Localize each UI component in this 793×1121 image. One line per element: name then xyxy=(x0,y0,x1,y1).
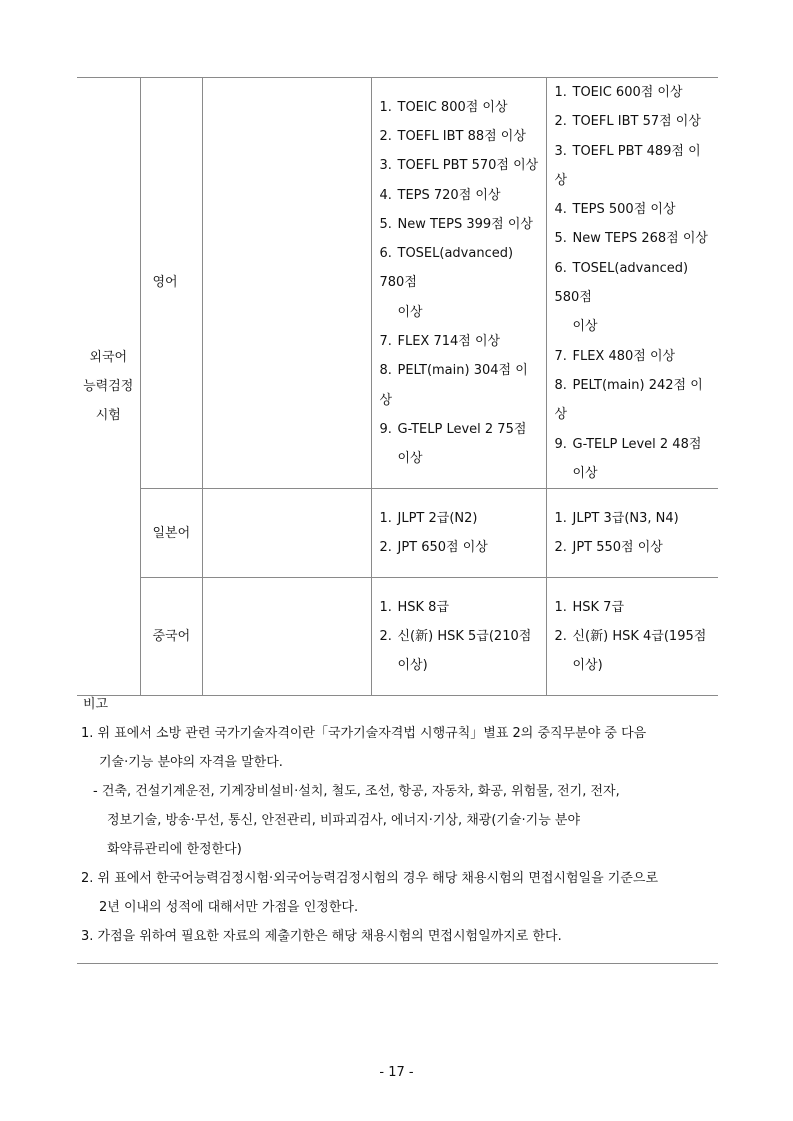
list-item-number: 9. xyxy=(379,421,392,437)
qualification-table xyxy=(77,77,718,696)
group-label-line: 능력검정 xyxy=(83,378,134,394)
group-cell xyxy=(77,78,140,696)
list-item xyxy=(555,430,713,459)
list-item-number: 1. xyxy=(379,510,392,526)
list-item-text: 신(新) HSK 5급(210점 xyxy=(397,629,532,644)
list-item-text: TOSEL(advanced) 580점 xyxy=(554,260,689,306)
language-cell xyxy=(140,489,202,578)
list-item-number: 1. xyxy=(554,510,567,526)
remarks-title: 비고 xyxy=(83,697,109,712)
list-item-number: 1. xyxy=(554,599,567,615)
list-item xyxy=(380,181,540,210)
remark-item-1-dash-cont: 정보기술, 방송·무선, 통신, 안전관리, 비파괴검사, 에너지·기상, 채광(기술·기능 분야 xyxy=(107,813,581,828)
list-item-text: TOEFL IBT 57점 이상 xyxy=(572,114,701,130)
list-item-number: 7. xyxy=(379,334,392,350)
list-item xyxy=(555,622,713,651)
list-item-number: 1. xyxy=(379,99,392,115)
language-cell xyxy=(140,78,202,489)
list-item xyxy=(555,371,713,430)
list-item-number: 2. xyxy=(379,128,392,144)
list-item-number: 8. xyxy=(379,363,392,379)
remark-item-2-cont: 2년 이내의 성적에 대해서만 가점을 인정한다. xyxy=(99,900,359,915)
empty-cell xyxy=(202,489,371,578)
list-item-continuation: 이상 xyxy=(572,465,598,481)
criteria-cell-b xyxy=(546,489,718,578)
list-item-continuation: 이상 xyxy=(572,319,598,335)
group-label-line: 외국어 xyxy=(89,349,128,365)
group-label-line: 시험 xyxy=(95,408,121,424)
list-item xyxy=(555,342,713,371)
list-item-text: New TEPS 268점 이상 xyxy=(572,231,708,247)
list-item-text: FLEX 480점 이상 xyxy=(572,348,676,364)
list-item-number: 2. xyxy=(554,629,567,644)
list-item-number: 6. xyxy=(554,260,567,276)
list-item-number: 3. xyxy=(554,143,567,159)
list-item-text: JPT 650점 이상 xyxy=(397,540,488,556)
list-item-number: 6. xyxy=(379,246,392,262)
list-item xyxy=(380,504,540,533)
remark-item-3: 3. 가점을 위하여 필요한 자료의 제출기한은 해당 채용시험의 면접시험일까지로 한다. xyxy=(81,929,562,944)
language-cell xyxy=(140,578,202,696)
list-item-text: TEPS 500점 이상 xyxy=(572,202,676,218)
list-item xyxy=(555,137,713,196)
list-item-text: TOEIC 800점 이상 xyxy=(397,99,508,115)
list-item-text: TOEFL IBT 88점 이상 xyxy=(397,128,526,144)
list-item-text: PELT(main) 304점 이상 xyxy=(379,363,528,408)
list-item xyxy=(380,327,540,356)
criteria-cell-b xyxy=(546,78,718,489)
list-item-number: 7. xyxy=(554,348,567,364)
list-item-number: 4. xyxy=(554,202,567,218)
list-item-text: TOEFL PBT 489점 이상 xyxy=(554,143,701,188)
list-item xyxy=(380,622,540,651)
table-row-japanese xyxy=(77,489,718,578)
list-item-text: TEPS 720점 이상 xyxy=(397,187,501,203)
list-item xyxy=(555,593,713,622)
list-item-number: 1. xyxy=(554,85,567,100)
list-item-text: JLPT 3급(N3, N4) xyxy=(572,510,679,526)
list-item-number: 1. xyxy=(379,599,392,615)
language-label: 중국어 xyxy=(152,629,191,644)
list-item xyxy=(555,107,713,136)
remark-item-1-cont: 기술·기능 분야의 자격을 말한다. xyxy=(99,755,283,770)
list-item-number: 5. xyxy=(554,231,567,247)
list-item xyxy=(380,239,540,298)
list-item-number: 2. xyxy=(379,540,392,556)
list-item-number: 5. xyxy=(379,216,392,232)
list-item-text: FLEX 714점 이상 xyxy=(397,334,501,350)
list-item-continuation: 이상) xyxy=(572,658,603,674)
language-label: 일본어 xyxy=(152,525,191,541)
list-item-number: 2. xyxy=(379,629,392,644)
table-row-chinese xyxy=(77,578,718,696)
criteria-cell-a xyxy=(371,489,546,578)
criteria-cell-b xyxy=(546,578,718,696)
remark-item-1: 1. 위 표에서 소방 관련 국가기술자격이란「국가기술자격법 시행규칙」별표 2의 중직무분야 중 다음 xyxy=(81,726,647,741)
remark-item-1-dash-cont: 화약류관리에 한정한다) xyxy=(107,842,242,857)
list-item xyxy=(555,504,713,533)
list-item-text: 신(新) HSK 4급(195점 xyxy=(572,629,707,644)
list-item xyxy=(380,210,540,239)
list-item-number: 3. xyxy=(379,158,392,174)
empty-cell xyxy=(202,578,371,696)
list-item-continuation: 이상 xyxy=(397,304,423,320)
list-item xyxy=(380,533,540,562)
language-label: 영어 xyxy=(152,275,178,291)
list-item xyxy=(380,356,540,415)
list-item-text: G-TELP Level 2 48점 xyxy=(572,436,702,452)
list-item-text: PELT(main) 242점 이상 xyxy=(554,377,703,423)
list-item-text: HSK 7급 xyxy=(572,599,625,615)
list-item-number: 2. xyxy=(554,114,567,130)
list-item-text: TOSEL(advanced) 780점 xyxy=(379,246,514,291)
list-item xyxy=(555,78,713,107)
remarks-section xyxy=(77,690,718,964)
list-item-text: JPT 550점 이상 xyxy=(572,540,663,556)
list-item-continuation: 이상 xyxy=(397,451,423,467)
list-item xyxy=(555,254,713,313)
criteria-cell-a xyxy=(371,578,546,696)
list-item xyxy=(555,224,713,253)
list-item xyxy=(555,533,713,562)
list-item xyxy=(380,593,540,622)
list-item-text: G-TELP Level 2 75점 xyxy=(397,421,527,437)
remark-item-1-dash: - 건축, 건설기계운전, 기계장비설비·설치, 철도, 조선, 항공, 자동차, 화공, 위험물, 전기, 전자, xyxy=(93,784,620,799)
list-item-number: 2. xyxy=(554,540,567,556)
list-item xyxy=(555,195,713,224)
list-item-text: HSK 8급 xyxy=(397,599,450,615)
list-item-number: 8. xyxy=(554,377,567,393)
list-item-continuation: 이상) xyxy=(397,658,428,674)
table-row-english xyxy=(77,78,718,489)
list-item-text: TOEFL PBT 570점 이상 xyxy=(397,158,539,174)
list-item-text: JLPT 2급(N2) xyxy=(397,510,478,526)
list-item xyxy=(380,93,540,122)
list-item xyxy=(380,415,540,444)
list-item-number: 9. xyxy=(554,436,567,452)
list-item-number: 4. xyxy=(379,187,392,203)
remark-item-2: 2. 위 표에서 한국어능력검정시험·외국어능력검정시험의 경우 해당 채용시험의 면접시험일을 기준으로 xyxy=(81,871,659,886)
list-item xyxy=(380,122,540,151)
criteria-cell-a xyxy=(371,78,546,489)
list-item-text: New TEPS 399점 이상 xyxy=(397,216,533,232)
empty-cell xyxy=(202,78,371,489)
page-number: - 17 - xyxy=(379,1065,414,1080)
list-item xyxy=(380,151,540,180)
list-item-text: TOEIC 600점 이상 xyxy=(572,85,683,100)
